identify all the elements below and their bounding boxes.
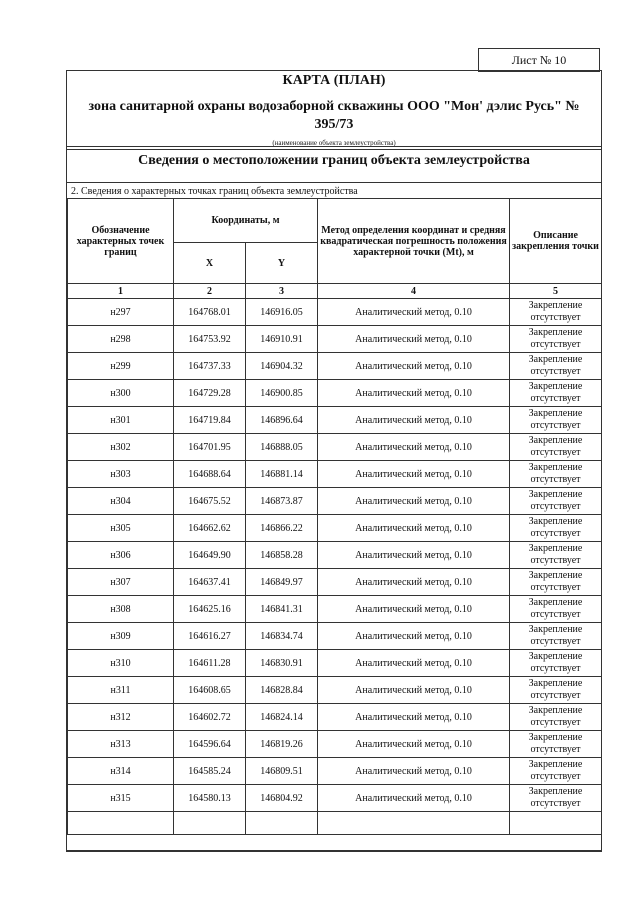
y-coordinate-cell: 146881.14 — [246, 461, 318, 488]
description-cell: Закрепление отсутствует — [510, 461, 602, 488]
col-number: 1 — [68, 284, 174, 299]
point-id-cell: н303 — [68, 461, 174, 488]
empty-cell — [174, 812, 246, 835]
description-cell: Закрепление отсутствует — [510, 542, 602, 569]
col-number: 3 — [246, 284, 318, 299]
table-row — [68, 380, 602, 407]
table-body — [68, 299, 602, 835]
x-coordinate-cell: 164616.27 — [174, 623, 246, 650]
y-coordinate-cell: 146866.22 — [246, 515, 318, 542]
points-table — [67, 198, 602, 835]
x-coordinate-cell: 164596.64 — [174, 731, 246, 758]
y-coordinate-cell: 146830.91 — [246, 650, 318, 677]
empty-cell — [318, 812, 510, 835]
y-coordinate-cell: 146916.05 — [246, 299, 318, 326]
description-cell: Закрепление отсутствует — [510, 731, 602, 758]
x-coordinate-cell: 164719.84 — [174, 407, 246, 434]
col-method-header: Метод определения координат и средняя квадратическая погрешность положения характерной точки (Mt), м — [318, 199, 510, 284]
point-id-cell: н313 — [68, 731, 174, 758]
description-cell: Закрепление отсутствует — [510, 380, 602, 407]
divider — [67, 182, 601, 183]
subsection-title: 2. Сведения о характерных точках границ объекта землеустройства — [71, 186, 358, 197]
method-cell: Аналитический метод, 0.10 — [318, 596, 510, 623]
x-coordinate-cell: 164585.24 — [174, 758, 246, 785]
method-cell: Аналитический метод, 0.10 — [318, 488, 510, 515]
point-id-cell: н315 — [68, 785, 174, 812]
method-cell: Аналитический метод, 0.10 — [318, 542, 510, 569]
x-coordinate-cell: 164768.01 — [174, 299, 246, 326]
description-cell: Закрепление отсутствует — [510, 326, 602, 353]
description-cell: Закрепление отсутствует — [510, 623, 602, 650]
document-title: КАРТА (ПЛАН) — [282, 73, 386, 88]
col-coords-header: Координаты, м — [174, 199, 318, 243]
description-cell: Закрепление отсутствует — [510, 434, 602, 461]
y-coordinate-cell: 146834.74 — [246, 623, 318, 650]
x-coordinate-cell: 164662.62 — [174, 515, 246, 542]
method-cell: Аналитический метод, 0.10 — [318, 515, 510, 542]
table-row — [68, 623, 602, 650]
point-id-cell: н306 — [68, 542, 174, 569]
x-coordinate-cell: 164625.16 — [174, 596, 246, 623]
description-cell: Закрепление отсутствует — [510, 704, 602, 731]
method-cell: Аналитический метод, 0.10 — [318, 623, 510, 650]
method-cell: Аналитический метод, 0.10 — [318, 353, 510, 380]
y-coordinate-cell: 146900.85 — [246, 380, 318, 407]
table-row — [68, 407, 602, 434]
description-cell: Закрепление отсутствует — [510, 299, 602, 326]
point-id-cell: н307 — [68, 569, 174, 596]
description-cell: Закрепление отсутствует — [510, 353, 602, 380]
description-cell: Закрепление отсутствует — [510, 515, 602, 542]
x-coordinate-cell: 164602.72 — [174, 704, 246, 731]
method-cell: Аналитический метод, 0.10 — [318, 569, 510, 596]
object-name-caption: (наименование объекта землеустройства) — [272, 139, 396, 147]
table-row — [68, 569, 602, 596]
empty-cell — [68, 812, 174, 835]
description-cell: Закрепление отсутствует — [510, 785, 602, 812]
document-frame — [66, 70, 602, 852]
table-row — [68, 326, 602, 353]
table-row — [68, 488, 602, 515]
x-coordinate-cell: 164729.28 — [174, 380, 246, 407]
point-id-cell: н308 — [68, 596, 174, 623]
y-coordinate-cell: 146904.32 — [246, 353, 318, 380]
method-cell: Аналитический метод, 0.10 — [318, 380, 510, 407]
description-cell: Закрепление отсутствует — [510, 677, 602, 704]
empty-cell — [510, 812, 602, 835]
x-coordinate-cell: 164608.65 — [174, 677, 246, 704]
method-cell: Аналитический метод, 0.10 — [318, 434, 510, 461]
divider — [67, 146, 601, 147]
table-row — [68, 758, 602, 785]
y-coordinate-cell: 146858.28 — [246, 542, 318, 569]
y-coordinate-cell: 146841.31 — [246, 596, 318, 623]
method-cell: Аналитический метод, 0.10 — [318, 407, 510, 434]
point-id-cell: н297 — [68, 299, 174, 326]
method-cell: Аналитический метод, 0.10 — [318, 326, 510, 353]
point-id-cell: н314 — [68, 758, 174, 785]
table-row — [68, 434, 602, 461]
section-heading: Сведения о местоположении границ объекта землеустройства — [138, 153, 530, 168]
x-coordinate-cell: 164688.64 — [174, 461, 246, 488]
y-coordinate-cell: 146819.26 — [246, 731, 318, 758]
document-subtitle: зона санитарной охраны водозаборной скважины ООО "Мон' дэлис Русь" № 395/73 — [88, 99, 580, 132]
point-id-cell: н302 — [68, 434, 174, 461]
table-row — [68, 704, 602, 731]
y-coordinate-cell: 146910.91 — [246, 326, 318, 353]
point-id-cell: н312 — [68, 704, 174, 731]
description-cell: Закрепление отсутствует — [510, 407, 602, 434]
empty-cell — [246, 812, 318, 835]
description-cell: Закрепление отсутствует — [510, 488, 602, 515]
method-cell: Аналитический метод, 0.10 — [318, 650, 510, 677]
point-id-cell: н305 — [68, 515, 174, 542]
point-id-cell: н309 — [68, 623, 174, 650]
x-coordinate-cell: 164675.52 — [174, 488, 246, 515]
table-row — [68, 596, 602, 623]
table-row-empty — [68, 812, 602, 835]
table-row — [68, 677, 602, 704]
point-id-cell: н311 — [68, 677, 174, 704]
method-cell: Аналитический метод, 0.10 — [318, 704, 510, 731]
description-cell: Закрепление отсутствует — [510, 569, 602, 596]
sheet-number: Лист № 10 — [478, 48, 600, 72]
description-cell: Закрепление отсутствует — [510, 596, 602, 623]
x-coordinate-cell: 164611.28 — [174, 650, 246, 677]
table-row — [68, 353, 602, 380]
y-coordinate-cell: 146849.97 — [246, 569, 318, 596]
y-coordinate-cell: 146828.84 — [246, 677, 318, 704]
col-y-header: Y — [246, 243, 318, 284]
description-cell: Закрепление отсутствует — [510, 758, 602, 785]
x-coordinate-cell: 164637.41 — [174, 569, 246, 596]
x-coordinate-cell: 164580.13 — [174, 785, 246, 812]
x-coordinate-cell: 164701.95 — [174, 434, 246, 461]
method-cell: Аналитический метод, 0.10 — [318, 758, 510, 785]
method-cell: Аналитический метод, 0.10 — [318, 461, 510, 488]
table-row — [68, 731, 602, 758]
table-row — [68, 785, 602, 812]
col-number: 2 — [174, 284, 246, 299]
y-coordinate-cell: 146873.87 — [246, 488, 318, 515]
col-designation-header: Обозначение характерных точек границ — [68, 199, 174, 284]
x-coordinate-cell: 164753.92 — [174, 326, 246, 353]
y-coordinate-cell: 146809.51 — [246, 758, 318, 785]
method-cell: Аналитический метод, 0.10 — [318, 785, 510, 812]
point-id-cell: н301 — [68, 407, 174, 434]
point-id-cell: н298 — [68, 326, 174, 353]
x-coordinate-cell: 164649.90 — [174, 542, 246, 569]
x-coordinate-cell: 164737.33 — [174, 353, 246, 380]
y-coordinate-cell: 146896.64 — [246, 407, 318, 434]
point-id-cell: н304 — [68, 488, 174, 515]
table-row — [68, 299, 602, 326]
table-row — [68, 461, 602, 488]
col-number: 5 — [510, 284, 602, 299]
col-number: 4 — [318, 284, 510, 299]
point-id-cell: н299 — [68, 353, 174, 380]
point-id-cell: н310 — [68, 650, 174, 677]
divider — [67, 149, 601, 150]
description-cell: Закрепление отсутствует — [510, 650, 602, 677]
point-id-cell: н300 — [68, 380, 174, 407]
method-cell: Аналитический метод, 0.10 — [318, 677, 510, 704]
y-coordinate-cell: 146804.92 — [246, 785, 318, 812]
table-row — [68, 515, 602, 542]
method-cell: Аналитический метод, 0.10 — [318, 731, 510, 758]
y-coordinate-cell: 146824.14 — [246, 704, 318, 731]
y-coordinate-cell: 146888.05 — [246, 434, 318, 461]
method-cell: Аналитический метод, 0.10 — [318, 299, 510, 326]
table-row — [68, 542, 602, 569]
table-row — [68, 650, 602, 677]
col-x-header: X — [174, 243, 246, 284]
col-description-header: Описание закрепления точки — [510, 199, 602, 284]
